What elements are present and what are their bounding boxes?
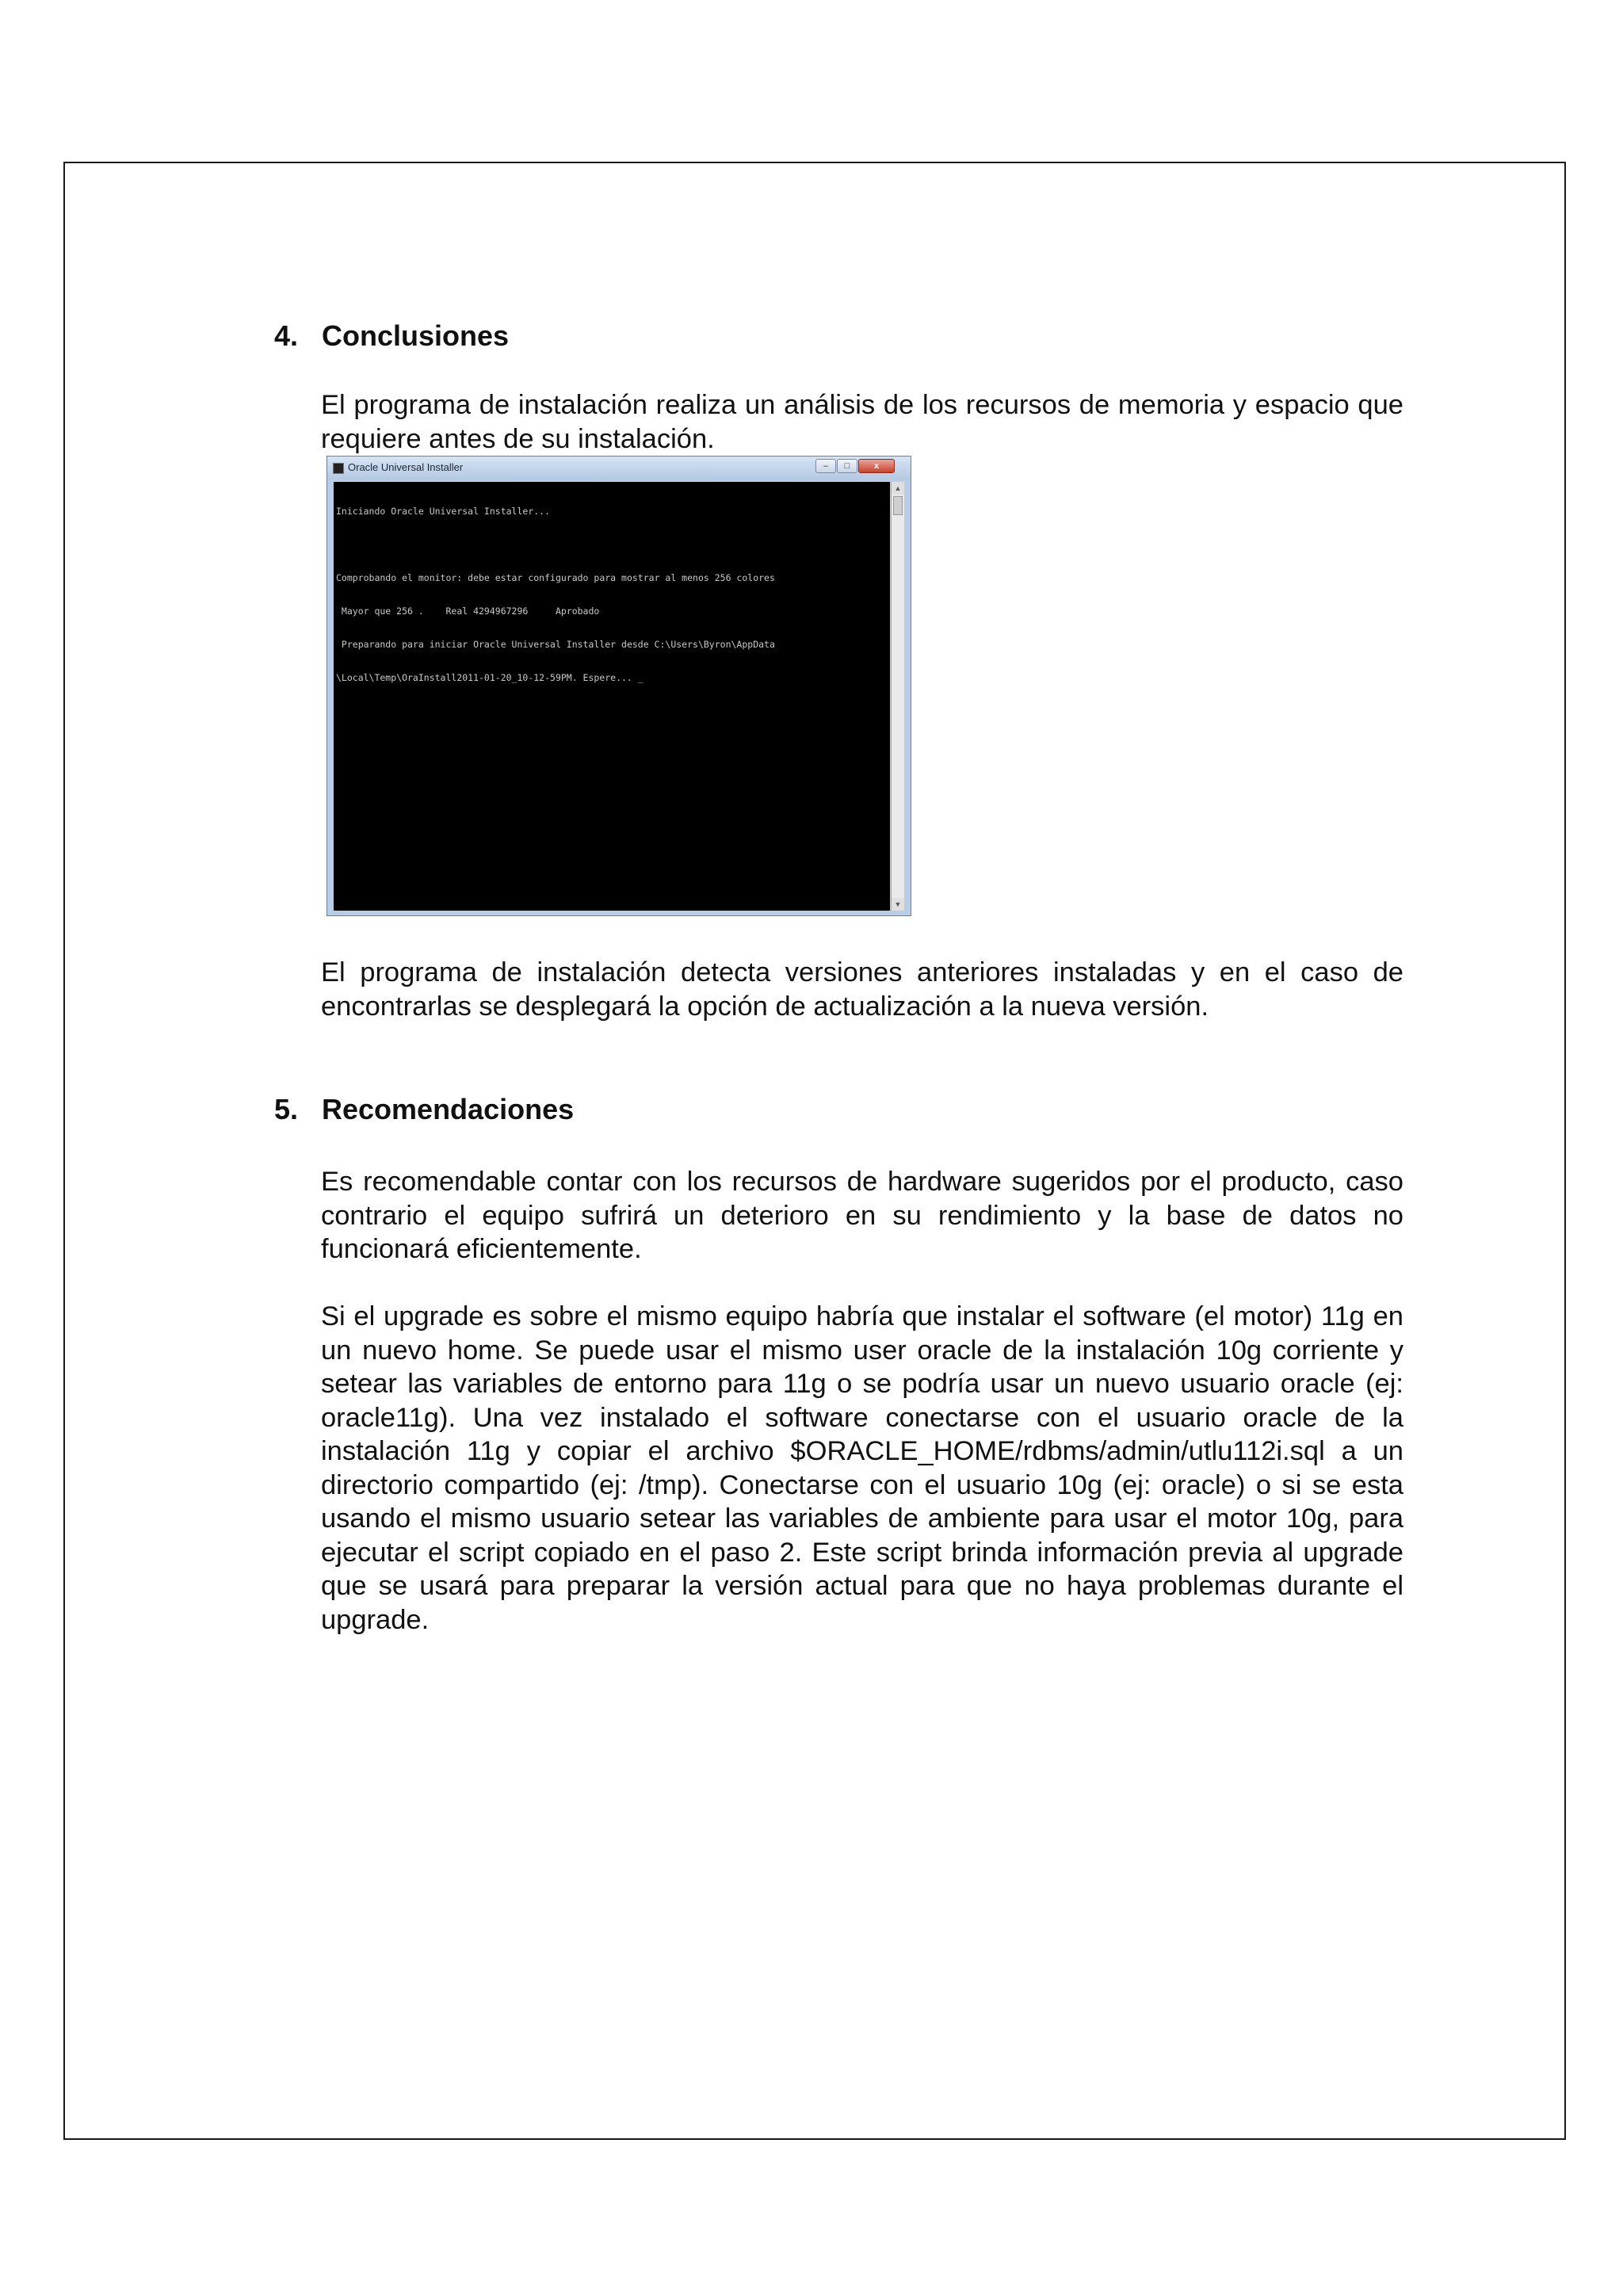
paragraph-detecta-versiones: El programa de instalación detecta versiones anteriores instaladas y en el caso de encontrarlas se desplegará la opción de actualización a la nueva versión. [321,957,1403,1022]
paragraph-upgrade-procedure: Si el upgrade es sobre el mismo equipo habría que instalar el software (el motor) 11g en un nuevo home. Se puede usar el mismo user oracle de la instalación 10g corriente y setear las variables de entorno para 11g o se podría usar un nuevo usuario oracle (ej: oracle11g). Una vez instalado el software conectarse con el usuario oracle de la instalación 11g y copiar el archivo $ORACLE_HOME/rdbms/admin/utlu112i.sql a un directorio compartido (ej: /tmp). Conectarse con el usuario 10g (ej: oracle) o si se esta usando el mismo usuario setear las variables de ambiente para usar el motor 10g, para ejecutar el script copiado en el paso 2. Este script brinda información previa al upgrade que se usará para preparar la versión actual para que no haya problemas durante el upgrade. [321,1301,1403,1635]
window-titlebar [327,457,911,479]
console-line: Comprobando el monitor: debe estar configurado para mostrar al menos 256 colores [336,572,775,583]
section-number: 5. [274,1093,299,1125]
console-output [334,482,890,911]
section-number: 4. [274,319,299,352]
section-title: Recomendaciones [322,1093,575,1125]
console-scrollbar[interactable] [891,482,904,911]
console-app-icon [333,463,344,474]
installer-screenshot [327,456,911,916]
scroll-down-icon[interactable]: ▼ [892,898,904,911]
section-heading-conclusiones [274,319,509,353]
window-title: Oracle Universal Installer [348,461,464,473]
close-icon[interactable]: x [858,459,895,473]
scroll-thumb[interactable] [893,496,903,515]
console-line: \Local\Temp\OraInstall2011-01-20_10-12-59PM. Espere... _ [336,672,643,683]
section-title: Conclusiones [322,319,510,352]
scroll-up-icon[interactable]: ▲ [892,482,904,495]
console-line: Preparando para iniciar Oracle Universal Installer desde C:\Users\Byron\AppData [336,639,775,650]
maximize-icon[interactable]: □ [837,459,857,473]
minimize-icon[interactable]: – [815,459,836,473]
console-line: Mayor que 256 . Real 4294967296 Aprobado [336,606,600,617]
console-line [336,539,888,550]
paragraph-analisis-recursos: El programa de instalación realiza un análisis de los recursos de memoria y espacio que requiere antes de su instalación. [321,390,1403,454]
section-heading-recomendaciones [274,1092,574,1127]
paragraph-recursos-hardware: Es recomendable contar con los recursos de hardware sugeridos por el producto, caso contrario el equipo sufrirá un deterioro en su rendimiento y la base de datos no funcionará eficientemente. [321,1167,1403,1264]
console-line: Iniciando Oracle Universal Installer... [336,506,551,517]
